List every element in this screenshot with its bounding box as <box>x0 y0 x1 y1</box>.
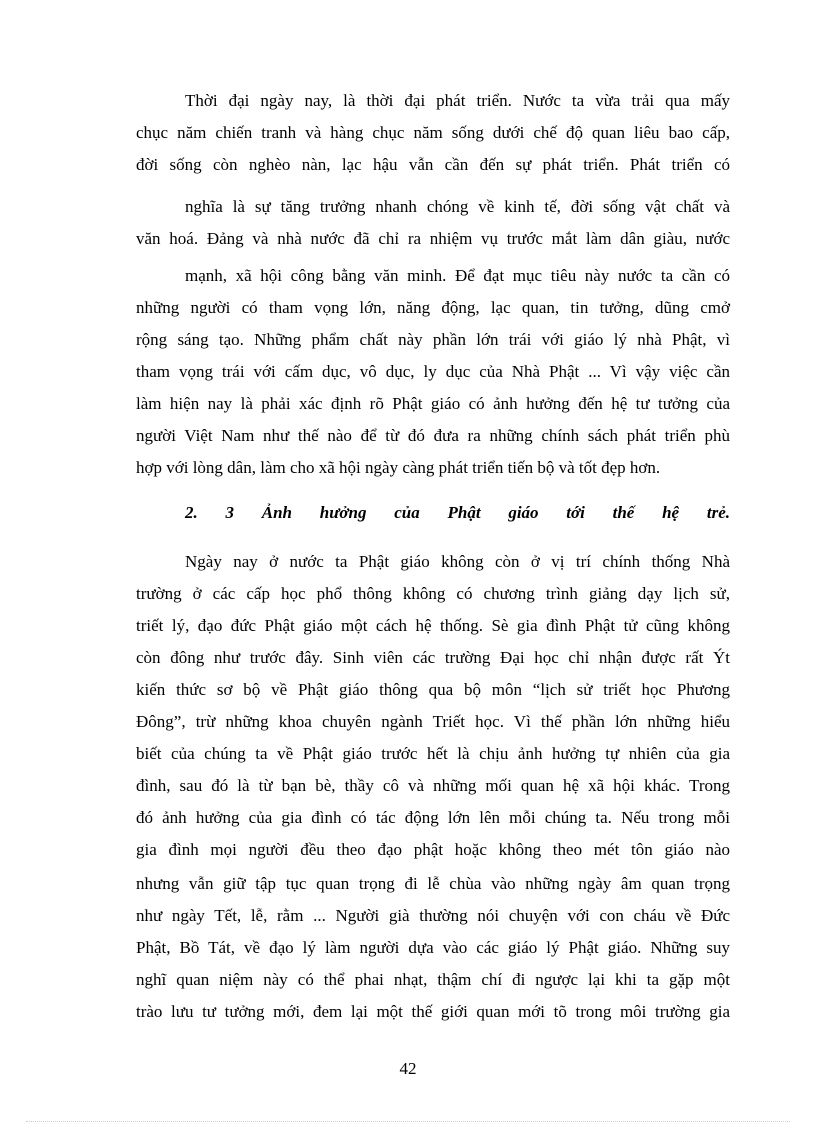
paragraph-line: nhưng vẫn giữ tập tục quan trọng đi lễ chùa vào những ngày âm quan trọng <box>136 874 730 893</box>
paragraph-line: làm hiện nay là phải xác định rõ Phật giáo có ảnh hưởng đến hệ tư tưởng của <box>136 394 730 413</box>
paragraph-line: mạnh, xã hội công bằng văn minh. Để đạt mục tiêu này nước ta cần có <box>185 266 730 285</box>
paragraph-line: trào lưu tư tưởng mới, đem lại một thế giới quan mới tõ trong môi trường gia <box>136 1002 730 1021</box>
paragraph-line: triết lý, đạo đức Phật giáo một cách hệ thống. Sè gia đình Phật tử cũng không <box>136 616 730 635</box>
paragraph-line: Phật, Bồ Tát, về đạo lý làm người dựa vào các giáo lý Phật giáo. Những suy <box>136 938 730 957</box>
paragraph-line: còn đông như trước đây. Sinh viên các trường Đại học chỉ nhận được rất Ýt <box>136 648 730 667</box>
paragraph-line: Ngày nay ở nước ta Phật giáo không còn ở vị trí chính thống Nhà <box>185 552 730 571</box>
paragraph-line: trường ở các cấp học phổ thông không có chương trình giảng dạy lịch sử, <box>136 584 730 603</box>
paragraph-line: người Việt Nam như thế nào để từ đó đưa ra những chính sách phát triển phù <box>136 426 730 445</box>
paragraph-line: kiến thức sơ bộ về Phật giáo thông qua bộ môn “lịch sử triết học Phương <box>136 680 730 699</box>
paragraph-line: nghĩ quan niệm này có thể phai nhạt, thậm chí đi ngược lại khi ta gặp một <box>136 970 730 989</box>
paragraph-line: Thời đại ngày nay, là thời đại phát triển. Nước ta vừa trải qua mấy <box>185 91 730 110</box>
paragraph-line: rộng sáng tạo. Những phẩm chất này phần lớn trái với giáo lý nhà Phật, vì <box>136 330 730 349</box>
section-heading: 2. 3 Ảnh hưởng của Phật giáo tới thế hệ trẻ. <box>185 503 730 522</box>
paragraph-line: hợp với lòng dân, làm cho xã hội ngày càng phát triển tiến bộ và tốt đẹp hơn. <box>136 458 661 477</box>
paragraph-line: chục năm chiến tranh và hàng chục năm sống dưới chế độ quan liêu bao cấp, <box>136 123 730 142</box>
paragraph-line: tham vọng trái với cấm dục, vô dục, ly dục của Nhà Phật ... Vì vậy việc cần <box>136 362 730 381</box>
paragraph-line: gia đình mọi người đều theo đạo phật hoặc không theo mét tôn giáo nào <box>136 840 730 859</box>
paragraph-line: Đông”, trừ những khoa chuyên ngành Triết học. Vì thế phần lớn những hiểu <box>136 712 730 731</box>
page-number: 42 <box>399 1059 417 1078</box>
paragraph-line: những người có tham vọng lớn, năng động, lạc quan, tin tưởng, dũng cmở <box>136 298 730 317</box>
paragraph-line: đó ảnh hưởng của gia đình có tác động lớn lên mỗi chúng ta. Nếu trong mỗi <box>136 808 730 827</box>
paragraph-line: đình, sau đó là từ bạn bè, thầy cô và những mối quan hệ xã hội khác. Trong <box>136 776 730 795</box>
paragraph-line: như ngày Tết, lễ, rằm ... Người già thường nói chuyện với con cháu về Đức <box>136 906 730 925</box>
page-bottom-border <box>26 1121 790 1122</box>
paragraph-line: biết của chúng ta về Phật giáo trước hết là chịu ảnh hưởng tự nhiên của gia <box>136 744 730 763</box>
paragraph-line: đời sống còn nghèo nàn, lạc hậu vẫn cần đến sự phát triển. Phát triển có <box>136 155 730 174</box>
paragraph-line: nghĩa là sự tăng trưởng nhanh chóng về kinh tế, đời sống vật chất và <box>185 197 730 216</box>
paragraph-line: văn hoá. Đảng và nhà nước đã chỉ ra nhiệm vụ trước mắt làm dân giàu, nước <box>136 229 730 248</box>
